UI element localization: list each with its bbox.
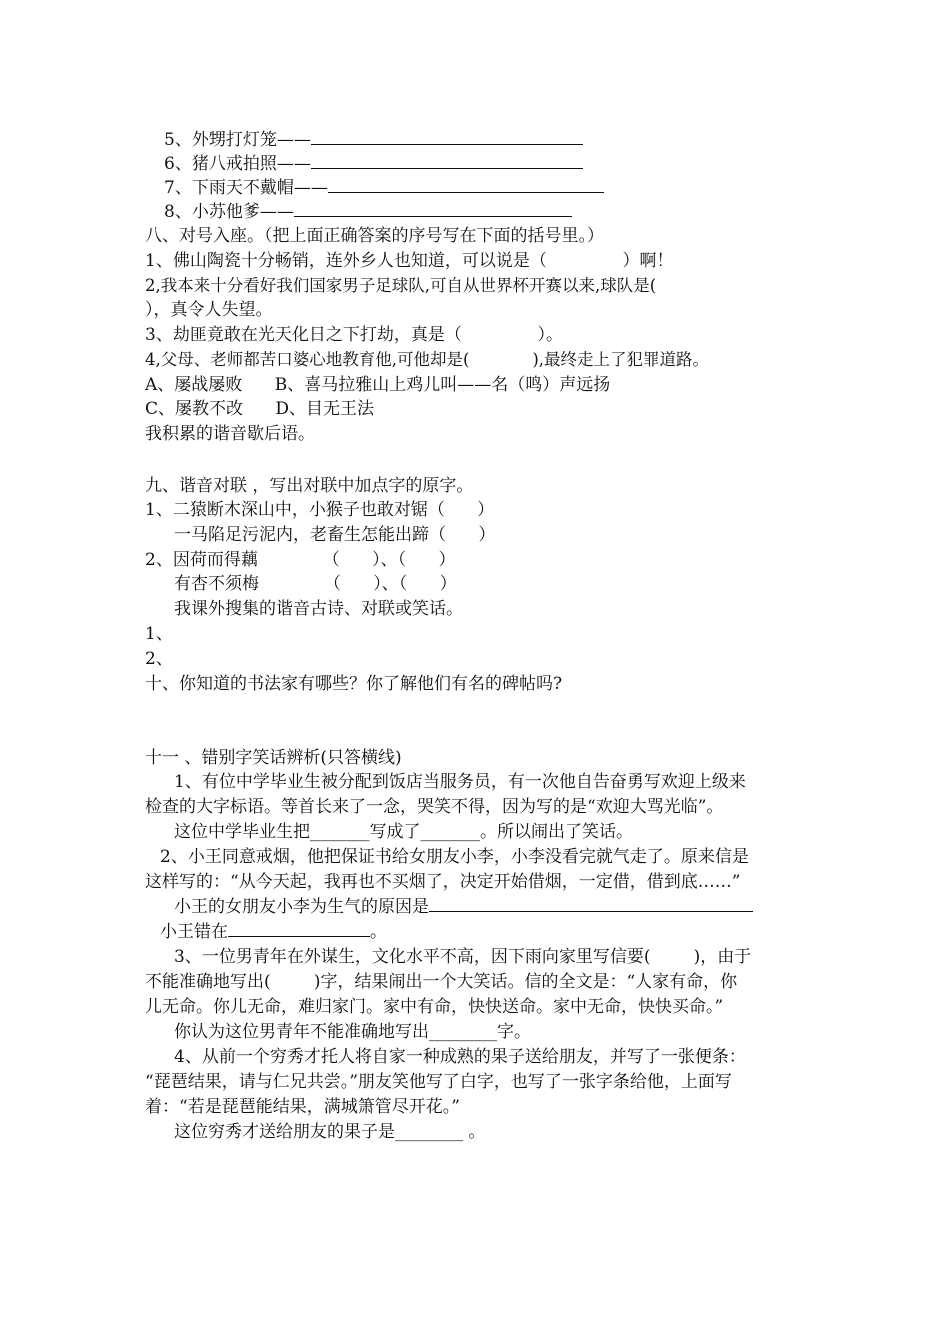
section-8-q4: 4,父母、老师都苦口婆心地教育他,可他却是( ),最终走上了犯罪道路。 — [145, 350, 710, 369]
section-8-options-ab: A、屡战屡败 B、喜马拉雅山上鸡儿叫——名（鸣）声远扬 — [145, 375, 611, 395]
section-8-options-cd: C、屡教不改 D、目无王法 — [145, 399, 375, 419]
answer-line[interactable] — [429, 895, 753, 912]
joke-4-line-2: “琵琶结果，请与仁兄共尝。”朋友笑他写了白字，也写了一张字条给他，上面写 — [145, 1072, 732, 1092]
idiom-item: 5、外甥打灯笼—— — [164, 128, 583, 152]
joke-1-line-1: 1、有位中学毕业生被分配到饭店当服务员，有一次他自告奋勇写欢迎上级来 — [174, 772, 746, 792]
idiom-item: 7、下雨天不戴帽—— — [164, 176, 604, 200]
section-8-note: 我积累的谐音歇后语。 — [145, 424, 315, 444]
idiom-item: 8、小苏他爹—— — [164, 200, 572, 224]
joke-1-line-2: 检查的大字标语。等首长来了一念，哭笑不得，因为写的是“欢迎大骂光临”。 — [145, 797, 724, 817]
answer-line[interactable] — [328, 176, 604, 193]
couplet-1b: 一马陷足污泥内，老畜生怎能出蹄（ ） — [174, 525, 496, 545]
joke-4-line-1: 4、从前一个穷秀才托人将自家一种成熟的果子送给朋友，并写了一张便条： — [174, 1047, 746, 1067]
joke-3-line-3: 儿无命。你儿无命，难归家门。家中有命，快快送命。家中无命，快快买命。” — [145, 997, 724, 1017]
joke-3-question: 你认为这位男青年不能准确地写出________字。 — [174, 1022, 531, 1042]
answer-line[interactable] — [228, 920, 370, 937]
answer-line[interactable] — [311, 152, 583, 169]
section-9-item-2: 2、 — [145, 649, 173, 669]
idiom-item: 6、猪八戒拍照—— — [164, 152, 583, 176]
couplet-2b: 有杏不须梅 （ ）、（ ） — [174, 574, 457, 594]
joke-2-question-1: 小王的女朋友小李为生气的原因是 — [174, 895, 753, 919]
joke-4-question: 这位穷秀才送给朋友的果子是________ 。 — [174, 1122, 486, 1142]
couplet-2a: 2、因荷而得藕 （ ）、（ ） — [145, 550, 456, 570]
answer-line[interactable] — [311, 128, 583, 145]
joke-2-question-2: 小王错在 。 — [160, 922, 387, 942]
section-8-title: 八、对号入座。（把上面正确答案的序号写在下面的括号里。） — [145, 226, 604, 246]
couplet-1a: 1、二猿断木深山中，小猴子也敢对锯（ ） — [145, 500, 495, 520]
answer-line[interactable] — [294, 200, 572, 217]
joke-1-question: 这位中学毕业生把_______写成了_______。所以闹出了笑话。 — [174, 822, 633, 842]
joke-3-line-1: 3、一位男青年在外谋生，文化水平不高，因下雨向家里写信要( )，由于 — [174, 947, 752, 967]
joke-2-line-1: 2、小王同意戒烟，他把保证书给女朋友小李，小李没看完就气走了。原来信是 — [160, 847, 749, 867]
joke-4-line-3: 着：“若是琵琶能结果，满城箫管尽开花。” — [145, 1097, 460, 1117]
joke-3-line-2: 不能准确地写出( )字，结果闹出一个大笑话。信的全文是：“人家有命，你 — [145, 972, 738, 992]
section-9-title: 九、谐音对联 ，写出对联中加点字的原字。 — [145, 476, 474, 496]
section-11-title: 十一 、错别字笑话辨析(只答横线) — [145, 748, 402, 768]
section-8-q2-cont: ），真令人失望。 — [145, 300, 273, 320]
section-8-q1: 1、佛山陶瓷十分畅销，连外乡人也知道，可以说是（ ）啊！ — [145, 251, 674, 271]
joke-2-line-2: 这样写的：“从今天起，我再也不买烟了，决定开始借烟，一定借，借到底……” — [145, 872, 741, 892]
section-8-q2: 2,我本来十分看好我们国家男子足球队,可自从世界杯开赛以来,球队是( — [145, 276, 657, 295]
section-9-item-1: 1、 — [145, 624, 173, 644]
section-9-collect: 我课外搜集的谐音古诗、对联或笑话。 — [174, 599, 463, 619]
section-8-q3: 3、劫匪竟敢在光天化日之下打劫，真是（ ）。 — [145, 325, 563, 345]
section-10-title: 十、你知道的书法家有哪些？你了解他们有名的碑帖吗? — [145, 674, 563, 694]
